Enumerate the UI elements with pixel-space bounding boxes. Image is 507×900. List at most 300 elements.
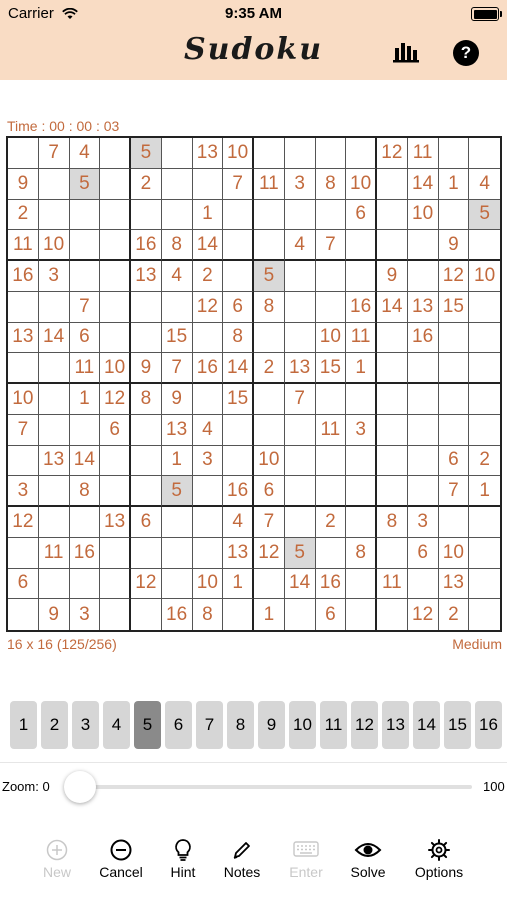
grid-cell[interactable]: 6 (131, 507, 162, 538)
grid-cell[interactable] (346, 507, 377, 538)
grid-cell[interactable] (100, 138, 131, 169)
grid-cell[interactable] (8, 599, 39, 630)
pencil-icon (207, 838, 277, 862)
grid-cell[interactable]: 3 (8, 476, 39, 507)
grid-cell[interactable] (223, 446, 254, 477)
grid-cell[interactable] (439, 138, 470, 169)
grid-cell[interactable]: 4 (193, 415, 224, 446)
help-icon[interactable]: ? (453, 40, 479, 66)
grid-cell[interactable]: 7 (8, 415, 39, 446)
grid-cell[interactable] (131, 415, 162, 446)
grid-cell[interactable]: 7 (162, 353, 193, 384)
grid-cell[interactable] (439, 415, 470, 446)
grid-cell[interactable] (469, 384, 500, 415)
gear-icon (404, 838, 474, 862)
grid-cell[interactable] (469, 599, 500, 630)
grid-cell[interactable] (131, 323, 162, 354)
grid-cell[interactable]: 12 (131, 569, 162, 600)
grid-cell[interactable] (100, 169, 131, 200)
grid-cell[interactable] (100, 569, 131, 600)
grid-cell[interactable] (408, 230, 439, 261)
grid-cell[interactable] (316, 446, 347, 477)
grid-cell[interactable] (223, 200, 254, 231)
grid-cell[interactable]: 10 (439, 538, 470, 569)
sudoku-grid (6, 136, 502, 632)
options-button[interactable] (404, 838, 474, 880)
grid-cell[interactable] (100, 599, 131, 630)
grid-cell[interactable] (8, 138, 39, 169)
grid-cell[interactable] (131, 446, 162, 477)
grid-cell[interactable]: 2 (254, 353, 285, 384)
grid-cell[interactable] (131, 200, 162, 231)
grid-cell[interactable]: 12 (193, 292, 224, 323)
number-key-2[interactable]: 2 (41, 701, 68, 749)
grid-cell[interactable]: 16 (408, 323, 439, 354)
grid-cell[interactable] (439, 507, 470, 538)
solve-button[interactable] (333, 838, 403, 880)
grid-cell[interactable]: 14 (39, 323, 70, 354)
grid-cell[interactable] (377, 538, 408, 569)
grid-cell[interactable]: 5 (254, 261, 285, 292)
battery-icon (471, 7, 499, 21)
zoom-slider-track[interactable] (66, 785, 472, 789)
grid-cell[interactable] (316, 261, 347, 292)
grid-cell[interactable] (316, 292, 347, 323)
grid-cell[interactable] (100, 230, 131, 261)
grid-cell[interactable] (70, 200, 101, 231)
grid-cell[interactable] (346, 230, 377, 261)
grid-cell[interactable]: 1 (346, 353, 377, 384)
grid-cell[interactable]: 6 (408, 538, 439, 569)
number-key-10[interactable]: 10 (289, 701, 316, 749)
grid-cell[interactable] (285, 415, 316, 446)
grid-cell[interactable] (162, 538, 193, 569)
grid-cell[interactable]: 13 (285, 353, 316, 384)
grid-cell[interactable] (254, 200, 285, 231)
grid-cell[interactable]: 10 (193, 569, 224, 600)
grid-cell[interactable]: 11 (39, 538, 70, 569)
grid-cell[interactable]: 6 (8, 569, 39, 600)
grid-cell[interactable] (285, 323, 316, 354)
grid-cell[interactable]: 14 (223, 353, 254, 384)
grid-cell[interactable] (469, 569, 500, 600)
grid-cell[interactable] (408, 476, 439, 507)
number-key-4[interactable]: 4 (103, 701, 130, 749)
grid-cell[interactable] (469, 353, 500, 384)
grid-cell[interactable]: 7 (223, 169, 254, 200)
grid-cell[interactable] (254, 138, 285, 169)
grid-cell[interactable] (469, 323, 500, 354)
grid-cell[interactable]: 12 (408, 599, 439, 630)
grid-cell[interactable]: 12 (439, 261, 470, 292)
grid-cell[interactable]: 8 (254, 292, 285, 323)
grid-cell[interactable]: 11 (8, 230, 39, 261)
grid-cell[interactable]: 3 (285, 169, 316, 200)
grid-cell[interactable]: 12 (8, 507, 39, 538)
grid-cell[interactable]: 16 (193, 353, 224, 384)
grid-cell[interactable] (8, 353, 39, 384)
grid-cell[interactable] (223, 599, 254, 630)
grid-cell[interactable]: 12 (254, 538, 285, 569)
grid-cell[interactable] (193, 169, 224, 200)
grid-cell[interactable]: 13 (193, 138, 224, 169)
grid-cell[interactable]: 16 (8, 261, 39, 292)
grid-cell[interactable]: 10 (346, 169, 377, 200)
grid-cell[interactable] (223, 230, 254, 261)
grid-cell[interactable] (162, 507, 193, 538)
grid-cell[interactable] (193, 384, 224, 415)
number-key-11[interactable]: 11 (320, 701, 347, 749)
grid-cell[interactable]: 4 (162, 261, 193, 292)
grid-cell[interactable]: 7 (439, 476, 470, 507)
grid-cell[interactable] (316, 200, 347, 231)
number-key-16[interactable]: 16 (475, 701, 502, 749)
grid-cell[interactable]: 9 (8, 169, 39, 200)
grid-cell[interactable]: 11 (408, 138, 439, 169)
grid-cell[interactable]: 14 (377, 292, 408, 323)
grid-cell[interactable]: 1 (70, 384, 101, 415)
grid-cell[interactable]: 8 (162, 230, 193, 261)
grid-cell[interactable] (39, 415, 70, 446)
grid-cell[interactable]: 3 (346, 415, 377, 446)
grid-cell[interactable] (285, 261, 316, 292)
eye-icon (333, 838, 403, 862)
grid-cell[interactable] (70, 569, 101, 600)
grid-cell[interactable] (193, 323, 224, 354)
grid-cell[interactable]: 2 (8, 200, 39, 231)
grid-cell[interactable]: 15 (162, 323, 193, 354)
grid-cell[interactable] (100, 200, 131, 231)
grid-cell[interactable]: 4 (469, 169, 500, 200)
grid-cell[interactable] (162, 292, 193, 323)
zoom-label: Zoom: 0 (2, 779, 50, 794)
grid-cell[interactable] (39, 476, 70, 507)
grid-cell[interactable] (8, 446, 39, 477)
grid-cell[interactable] (408, 353, 439, 384)
grid-cell[interactable]: 8 (377, 507, 408, 538)
grid-cell[interactable]: 6 (254, 476, 285, 507)
number-key-5[interactable]: 5 (134, 701, 161, 749)
number-key-6[interactable]: 6 (165, 701, 192, 749)
grid-cell[interactable]: 13 (162, 415, 193, 446)
number-key-1[interactable]: 1 (10, 701, 37, 749)
grid-cell[interactable] (377, 446, 408, 477)
grid-cell[interactable] (70, 261, 101, 292)
grid-cell[interactable]: 6 (223, 292, 254, 323)
grid-cell[interactable]: 5 (70, 169, 101, 200)
number-key-12[interactable]: 12 (351, 701, 378, 749)
grid-cell[interactable]: 6 (439, 446, 470, 477)
carrier-label: Carrier (8, 5, 54, 22)
grid-cell[interactable] (162, 569, 193, 600)
grid-cell[interactable] (469, 538, 500, 569)
grid-cell[interactable]: 13 (439, 569, 470, 600)
grid-cell[interactable] (408, 415, 439, 446)
grid-cell[interactable] (100, 261, 131, 292)
grid-cell[interactable] (193, 476, 224, 507)
grid-cell[interactable]: 11 (254, 169, 285, 200)
grid-cell[interactable]: 13 (8, 323, 39, 354)
grid-cell[interactable]: 13 (100, 507, 131, 538)
zoom-slider-thumb[interactable] (64, 771, 96, 803)
grid-cell[interactable]: 7 (285, 384, 316, 415)
grid-cell[interactable]: 5 (469, 200, 500, 231)
grid-cell[interactable]: 9 (439, 230, 470, 261)
grid-cell[interactable] (469, 507, 500, 538)
enter-button[interactable] (271, 838, 341, 880)
grid-cell[interactable]: 11 (316, 415, 347, 446)
grid-cell[interactable]: 10 (254, 446, 285, 477)
grid-cell[interactable] (469, 415, 500, 446)
number-pad (10, 701, 502, 749)
grid-cell[interactable] (439, 200, 470, 231)
grid-cell[interactable]: 11 (377, 569, 408, 600)
grid-cell[interactable] (316, 384, 347, 415)
grid-cell[interactable]: 16 (346, 292, 377, 323)
grid-cell[interactable]: 16 (162, 599, 193, 630)
grid-cell[interactable] (377, 476, 408, 507)
bar-chart-icon[interactable] (392, 40, 420, 64)
grid-cell[interactable] (39, 384, 70, 415)
grid-cell[interactable] (70, 507, 101, 538)
grid-cell[interactable] (39, 353, 70, 384)
grid-cell[interactable] (285, 476, 316, 507)
grid-cell[interactable] (70, 415, 101, 446)
grid-cell[interactable]: 9 (377, 261, 408, 292)
grid-cell[interactable]: 4 (223, 507, 254, 538)
grid-cell[interactable]: 3 (193, 446, 224, 477)
grid-cell[interactable]: 7 (316, 230, 347, 261)
grid-cell[interactable]: 13 (39, 446, 70, 477)
grid-cell[interactable] (162, 169, 193, 200)
grid-cell[interactable] (377, 169, 408, 200)
grid-cell[interactable] (377, 384, 408, 415)
grid-cell[interactable] (346, 261, 377, 292)
grid-cell[interactable] (285, 292, 316, 323)
grid-cell[interactable]: 10 (223, 138, 254, 169)
grid-cell[interactable]: 14 (70, 446, 101, 477)
divider (0, 762, 507, 763)
grid-cell[interactable]: 10 (8, 384, 39, 415)
notes-button[interactable] (207, 838, 277, 880)
grid-cell[interactable]: 4 (70, 138, 101, 169)
grid-cell[interactable]: 1 (193, 200, 224, 231)
grid-cell[interactable] (285, 200, 316, 231)
grid-cell[interactable]: 15 (439, 292, 470, 323)
grid-cell[interactable] (193, 507, 224, 538)
grid-cell[interactable]: 3 (408, 507, 439, 538)
grid-cell[interactable] (39, 569, 70, 600)
grid-cell[interactable]: 6 (100, 415, 131, 446)
grid-cell[interactable]: 6 (70, 323, 101, 354)
grid-cell[interactable] (408, 261, 439, 292)
grid-cell[interactable]: 10 (316, 323, 347, 354)
grid-cell[interactable]: 3 (39, 261, 70, 292)
app-title: Sudoku (183, 32, 324, 67)
grid-cell[interactable] (439, 353, 470, 384)
grid-cell[interactable] (131, 599, 162, 630)
grid-cell[interactable] (39, 200, 70, 231)
grid-cell[interactable]: 7 (254, 507, 285, 538)
grid-cell[interactable]: 16 (223, 476, 254, 507)
grid-cell[interactable]: 7 (70, 292, 101, 323)
status-time: 9:35 AM (225, 5, 282, 22)
grid-cell[interactable]: 14 (408, 169, 439, 200)
grid-cell[interactable]: 5 (285, 538, 316, 569)
grid-cell[interactable]: 8 (223, 323, 254, 354)
grid-cell[interactable]: 11 (70, 353, 101, 384)
number-key-13[interactable]: 13 (382, 701, 409, 749)
grid-cell[interactable]: 8 (193, 599, 224, 630)
grid-cell[interactable]: 1 (162, 446, 193, 477)
new-button[interactable] (22, 838, 92, 880)
app-header (0, 0, 507, 80)
cancel-button[interactable] (86, 838, 156, 880)
grid-cell[interactable]: 7 (39, 138, 70, 169)
grid-cell[interactable] (316, 138, 347, 169)
grid-cell[interactable] (100, 446, 131, 477)
grid-cell[interactable] (377, 353, 408, 384)
grid-cell[interactable]: 8 (316, 169, 347, 200)
solve-label: Solve (350, 864, 386, 880)
minus-circle-icon (86, 838, 156, 862)
grid-cell[interactable]: 10 (408, 200, 439, 231)
number-key-14[interactable]: 14 (413, 701, 440, 749)
grid-cell[interactable] (8, 538, 39, 569)
grid-cell[interactable]: 2 (439, 599, 470, 630)
grid-cell[interactable] (346, 138, 377, 169)
grid-cell[interactable] (346, 446, 377, 477)
grid-cell[interactable] (254, 230, 285, 261)
grid-cell[interactable]: 15 (316, 353, 347, 384)
grid-cell[interactable] (131, 476, 162, 507)
grid-cell[interactable]: 14 (285, 569, 316, 600)
grid-cell[interactable] (100, 476, 131, 507)
grid-cell[interactable]: 11 (346, 323, 377, 354)
grid-cell[interactable]: 16 (131, 230, 162, 261)
grid-cell[interactable] (223, 415, 254, 446)
grid-cell[interactable]: 5 (131, 138, 162, 169)
grid-cell[interactable] (346, 569, 377, 600)
grid-cell[interactable] (285, 138, 316, 169)
status-bar (0, 5, 507, 25)
grid-cell[interactable]: 2 (193, 261, 224, 292)
grid-cell[interactable] (8, 292, 39, 323)
grid-cell[interactable]: 8 (131, 384, 162, 415)
grid-cell[interactable] (377, 599, 408, 630)
grid-cell[interactable] (469, 138, 500, 169)
hint-label: Hint (170, 864, 196, 880)
difficulty-label: Medium (452, 636, 502, 652)
grid-cell[interactable] (408, 569, 439, 600)
grid-cell[interactable]: 9 (162, 384, 193, 415)
grid-cell[interactable] (377, 200, 408, 231)
grid-cell[interactable] (254, 569, 285, 600)
grid-cell[interactable]: 13 (408, 292, 439, 323)
grid-cell[interactable] (377, 415, 408, 446)
grid-cell[interactable]: 10 (100, 353, 131, 384)
grid-cell[interactable] (408, 446, 439, 477)
grid-cell[interactable] (254, 384, 285, 415)
grid-cell[interactable] (469, 230, 500, 261)
grid-cell[interactable]: 9 (39, 599, 70, 630)
grid-cell[interactable]: 16 (316, 569, 347, 600)
number-key-9[interactable]: 9 (258, 701, 285, 749)
grid-cell[interactable] (100, 292, 131, 323)
number-key-3[interactable]: 3 (72, 701, 99, 749)
number-key-7[interactable]: 7 (196, 701, 223, 749)
grid-cell[interactable] (193, 538, 224, 569)
grid-cell[interactable] (254, 415, 285, 446)
grid-cell[interactable] (223, 261, 254, 292)
grid-cell[interactable]: 8 (70, 476, 101, 507)
grid-cell[interactable]: 9 (131, 353, 162, 384)
grid-cell[interactable] (316, 538, 347, 569)
grid-cell[interactable] (316, 476, 347, 507)
grid-cell[interactable]: 1 (254, 599, 285, 630)
grid-cell[interactable]: 5 (162, 476, 193, 507)
grid-cell[interactable]: 1 (439, 169, 470, 200)
grid-cell[interactable] (131, 292, 162, 323)
grid-cell[interactable] (285, 599, 316, 630)
grid-cell[interactable] (469, 292, 500, 323)
grid-cell[interactable]: 2 (316, 507, 347, 538)
grid-cell[interactable] (439, 384, 470, 415)
grid-cell[interactable]: 2 (131, 169, 162, 200)
grid-cell[interactable] (408, 384, 439, 415)
grid-cell[interactable]: 12 (377, 138, 408, 169)
grid-cell[interactable] (285, 446, 316, 477)
number-key-15[interactable]: 15 (444, 701, 471, 749)
grid-cell[interactable]: 14 (193, 230, 224, 261)
grid-cell[interactable] (100, 538, 131, 569)
cancel-label: Cancel (99, 864, 143, 880)
grid-cell[interactable] (285, 507, 316, 538)
grid-cell[interactable]: 4 (285, 230, 316, 261)
grid-cell[interactable]: 8 (346, 538, 377, 569)
grid-cell[interactable] (439, 323, 470, 354)
grid-cell[interactable]: 6 (346, 200, 377, 231)
grid-cell[interactable] (377, 323, 408, 354)
number-key-8[interactable]: 8 (227, 701, 254, 749)
grid-cell[interactable] (346, 599, 377, 630)
grid-cell[interactable] (162, 200, 193, 231)
grid-cell[interactable] (100, 323, 131, 354)
grid-cell[interactable] (39, 507, 70, 538)
grid-cell[interactable]: 1 (469, 476, 500, 507)
grid-cell[interactable] (346, 384, 377, 415)
grid-cell[interactable] (70, 230, 101, 261)
grid-cell[interactable]: 6 (316, 599, 347, 630)
grid-cell[interactable]: 10 (469, 261, 500, 292)
grid-cell[interactable]: 15 (223, 384, 254, 415)
grid-cell[interactable] (377, 230, 408, 261)
grid-cell[interactable] (131, 538, 162, 569)
grid-cell[interactable] (346, 476, 377, 507)
grid-cell[interactable]: 2 (469, 446, 500, 477)
grid-cell[interactable]: 13 (223, 538, 254, 569)
grid-cell[interactable]: 10 (39, 230, 70, 261)
grid-cell[interactable]: 3 (70, 599, 101, 630)
grid-cell[interactable] (39, 292, 70, 323)
grid-cell[interactable]: 16 (70, 538, 101, 569)
grid-cell[interactable] (254, 323, 285, 354)
grid-cell[interactable]: 13 (131, 261, 162, 292)
grid-cell[interactable]: 12 (100, 384, 131, 415)
grid-cell[interactable] (162, 138, 193, 169)
grid-cell[interactable] (39, 169, 70, 200)
grid-cell[interactable]: 1 (223, 569, 254, 600)
